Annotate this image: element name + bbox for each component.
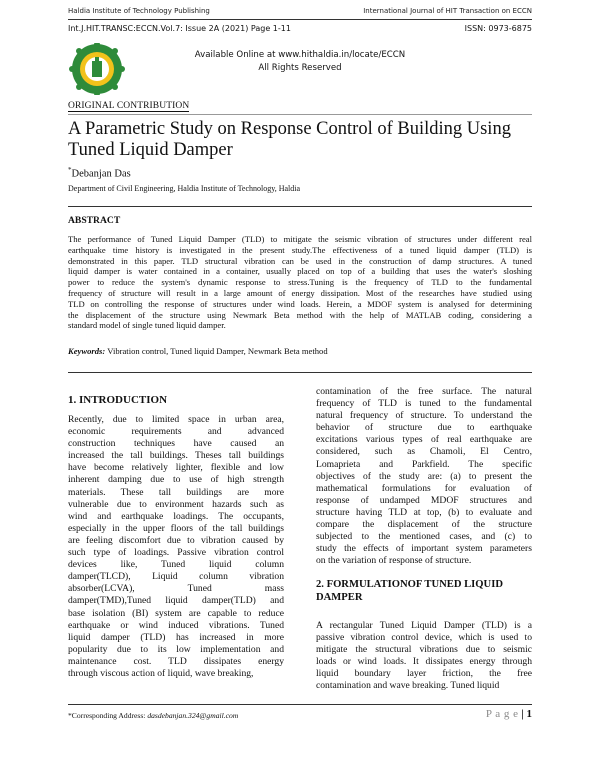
section-1-line: damper(TMD),Tuned liquid damper(TLD) and [68, 595, 284, 607]
section-2-heading-line-1: 2. FORMULATIONOF TUNED LIQUID [316, 579, 503, 590]
section-1-line: construction techniques have caused an [68, 438, 284, 450]
section-rule [68, 114, 532, 115]
section-1-line: liquid damper (TLD) has increased in more [68, 631, 284, 643]
publisher-name: Haldia Institute of Technology Publishing [68, 7, 210, 15]
section-2-line: contamination and wave breaking. Tuned liquid [316, 680, 500, 692]
keywords-label: Keywords: [68, 346, 106, 356]
right-column-line: compare the displacement of the structure [316, 519, 532, 531]
section-1-line: increased the tall buildings. Theses tall buildings [68, 450, 284, 462]
citation: Int.J.HIT.TRANSC:ECCN.Vol.7: Issue 2A (2021) Page 1-11 [68, 24, 291, 33]
section-2-line: mitigate the structural vibrations due to seismic [316, 644, 532, 656]
right-column-line: considered, such as Chamoli, El Centro, [316, 446, 532, 458]
right-column-line: natural frequency of structure. To understand the [316, 410, 532, 422]
right-column-line: subjected to the mentioned cases, and (c) to [316, 531, 532, 543]
section-1-line: absorber(LCVA), Tuned mass [68, 583, 284, 595]
author-name: Debanjan Das [71, 168, 131, 180]
section-1-line: maintenance cost. TLD dissipates energy [68, 655, 284, 667]
abstract-line: The performance of Tuned Liquid Damper (TLD) to mitigate the seismic vibration of structures under different real [68, 234, 532, 244]
section-1-line: such type of loadings. Passive vibration control [68, 547, 284, 559]
section-1-line: earthquake or wind induced vibrations. Tuned [68, 619, 284, 631]
corresponding-address [68, 711, 238, 720]
section-label: ORIGINAL CONTRIBUTION [68, 101, 190, 111]
section-1-line: materials. These tall buildings are more [68, 486, 284, 498]
section-2-line: loads or wind loads. It dissipates energy through [316, 656, 532, 668]
abstract-line: frequency of structure will result in a large amount of energy dissipation. Most of the researches have studied using [68, 287, 532, 298]
section-1-line: have become relatively lighter, flexible and low [68, 462, 284, 474]
section-1-line: through viscous action of liquid, wave breaking, [68, 667, 254, 679]
section-1-line: vulnerable due to environment hazards such as [68, 498, 284, 510]
right-column-line: study the effects of important system parameters [316, 543, 532, 555]
abstract-line: liquid damper is water contained in a container, usually placed on top of a building that uses the water's sloshing [68, 266, 532, 277]
section-1-line: base isolation (BI) system are capable to reduce [68, 607, 284, 619]
abstract-line: TLD on controlling the response of structures under wind loads. Herein, a MDOF system is analysed for determining [68, 298, 532, 309]
author-block [68, 166, 131, 180]
right-column-line: mathematical formulations for evaluation of [316, 482, 532, 494]
corresponding-label: *Corresponding Address: [68, 711, 146, 720]
header-rule [68, 19, 532, 20]
right-column-body [316, 386, 532, 567]
keywords-rule [68, 372, 532, 373]
section-2-line: A rectangular Tuned Liquid Damper (TLD) is a [316, 620, 532, 631]
abstract-line: power to reduce the system's dynamic response to stress.Tuning is the frequency of TLD to the fundamental [68, 277, 532, 288]
journal-name: International Journal of HIT Transaction on ECCN [363, 7, 532, 15]
section-1-line: popularity due to its low implementation and [68, 643, 284, 655]
page-number: 1 [526, 708, 532, 720]
section-2-line: passive vibration control device, which is used to [316, 632, 532, 644]
paper-title [68, 119, 511, 161]
abstract-heading: ABSTRACT [68, 215, 121, 226]
footer-rule [68, 704, 532, 705]
right-column-line: excitations various types of real earthquake are [316, 434, 532, 446]
right-column-line: response of undamped MDOF structures and [316, 494, 532, 506]
section-1-body [68, 414, 284, 680]
right-column-line: objectives of the study are: (a) to present the [316, 470, 532, 482]
section-1-heading: 1. INTRODUCTION [68, 394, 168, 406]
available-online: Available Online at www.hithaldia.in/locate/ECCN [194, 50, 406, 60]
section-1-line: wind and earthquake loadings. The occupants, [68, 510, 284, 522]
section-2-body [316, 620, 532, 693]
section-1-line: especially in the upper floors of the tall buildings [68, 522, 284, 534]
section-1-line: damper(TLCD), Liquid column vibration [68, 571, 284, 583]
abstract-line: demonstrated in this paper. TLD structural vibration can be used in the construction of damp structures. A tuned [68, 255, 532, 266]
abstract-body [68, 234, 532, 331]
page-word: P a g e [485, 708, 519, 720]
right-column-line: frequency of TLD is tuned to the fundamental [316, 398, 532, 410]
section-1-line: Recently, due to limited space in urban area, [68, 414, 284, 425]
keywords [68, 346, 328, 356]
section-2-heading-line-2: DAMPER [316, 592, 363, 603]
right-column-line: structure having TLD at top, (b) to evaluate and [316, 506, 532, 518]
section-2-line: liquid boundary layer friction, the free [316, 668, 532, 680]
keywords-text: Vibration control, Tuned liquid Damper, Newmark Beta method [107, 346, 328, 356]
section-1-line: devices like, Tuned liquid column [68, 559, 284, 571]
right-column-line: on the variation of response of structure. [316, 555, 472, 567]
section-1-line: economic requirements and advanced [68, 426, 284, 438]
section-1-line: inherent damping due to use of high strength [68, 474, 284, 486]
section-1-line: are feeling discomfort due to vibration caused by [68, 534, 284, 546]
rights: All Rights Reserved [258, 63, 342, 73]
abstract-line: standard model of single tuned liquid damper. [68, 320, 226, 331]
title-line-2: Tuned Liquid Damper [68, 140, 233, 160]
page-number-block [486, 708, 532, 720]
page-separator: | [521, 708, 524, 720]
abstract-line: earthquake time history is investigated in the present study.The effectiveness of a tuned liquid damper (TLD) is [68, 244, 532, 255]
right-column-line: Lomaprieta and Parkfield. The specific [316, 458, 532, 470]
right-column-line: behavior of structure due to earthquake [316, 422, 532, 434]
section-2-heading [316, 578, 503, 604]
right-column-line: contamination of the free surface. The natural [316, 386, 532, 397]
author-mark: * [68, 166, 72, 174]
corresponding-email: dasdebanjan.324@gmail.com [147, 711, 239, 720]
affiliation: Department of Civil Engineering, Haldia Institute of Technology, Haldia [68, 184, 301, 193]
issn: ISSN: 0973-6875 [464, 24, 532, 33]
title-line-1: A Parametric Study on Response Control of Building Using [68, 119, 511, 139]
abstract-top-rule [68, 206, 532, 207]
abstract-line: the displacement of the structure using Newmark Beta method with the help of MATLAB coding, considering a [68, 309, 532, 320]
